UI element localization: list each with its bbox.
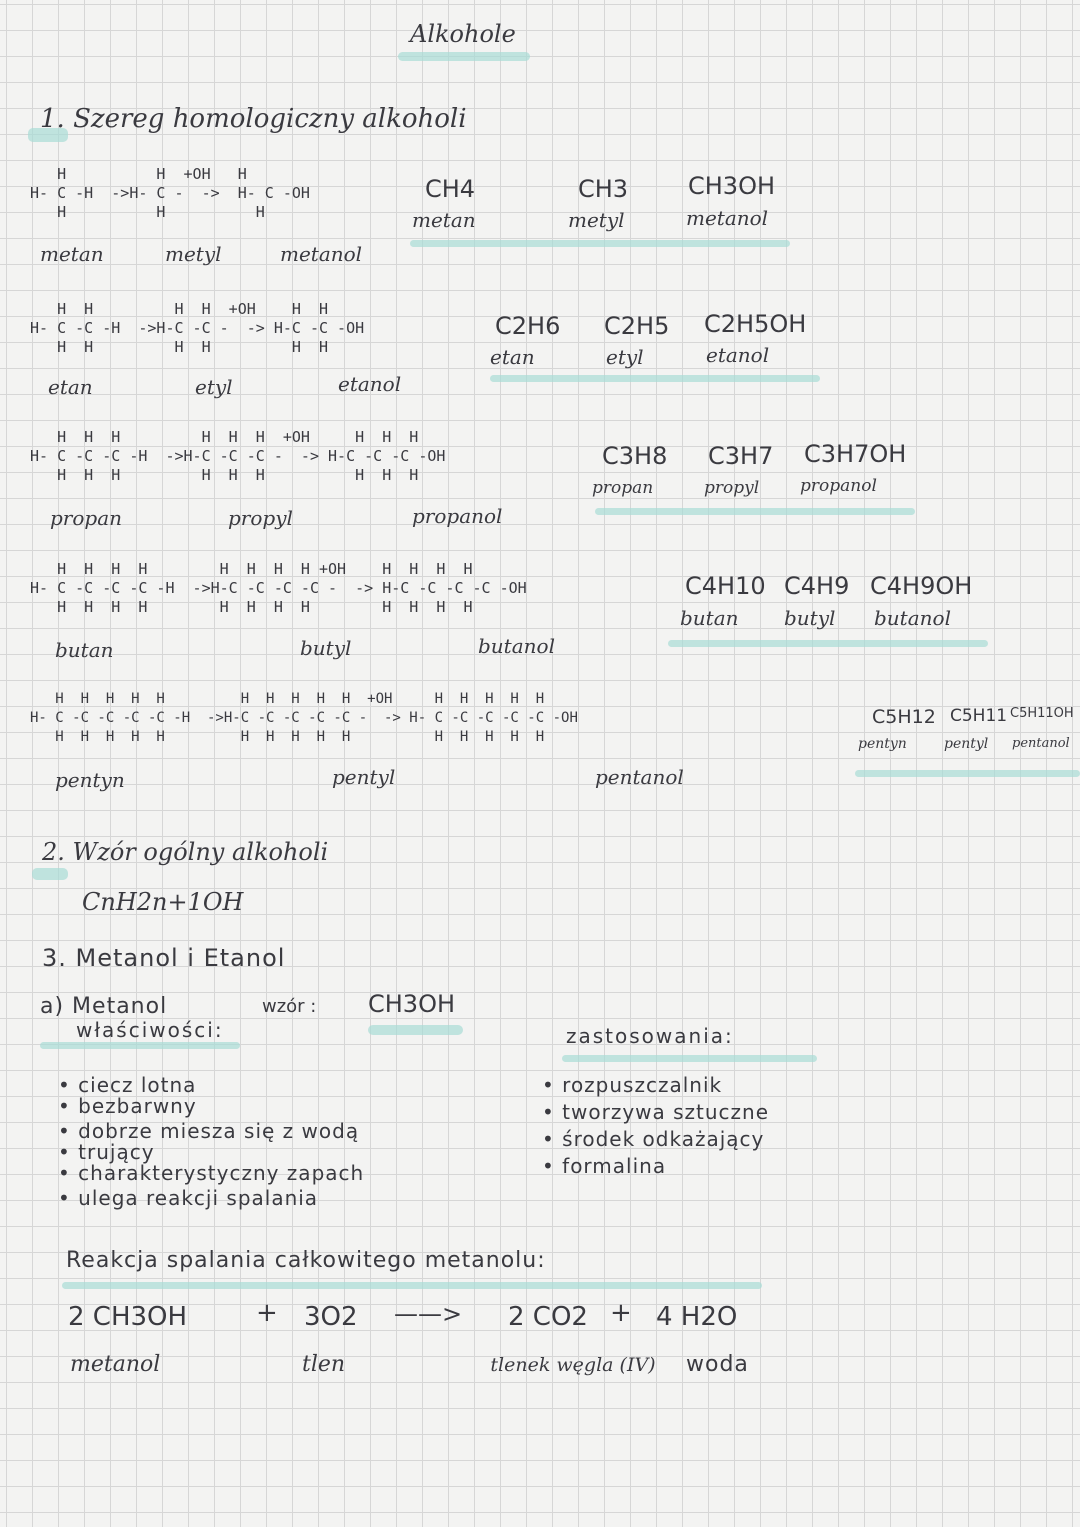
properties-list — [58, 1072, 364, 1212]
structure-row-3: H H H H H H +OH H H H H- C -C -C -H ->H-C -C -C - -> H-C -C -C -OH H H H H H H H H H — [30, 428, 446, 484]
label-etyl: etyl — [195, 375, 233, 399]
formula-name: pentanol — [1012, 736, 1070, 751]
section3-heading: 3. Metanol i Etanol — [42, 944, 286, 972]
label-pentyl: pentyl — [332, 765, 396, 789]
plus-sign: + — [610, 1298, 632, 1328]
uses-list — [542, 1072, 769, 1180]
label-co2: tlenek węgla (IV) — [490, 1354, 656, 1376]
formula-name: pentyn — [858, 736, 907, 752]
structure-row-1: H H +OH H H- C -H ->H- C - -> H- C -OH H H H — [30, 165, 310, 221]
property-text: ciecz lotna — [78, 1073, 197, 1097]
formula-c5h12: C5H12 — [872, 706, 936, 728]
formula-name: etan — [490, 345, 535, 369]
property-item: • charakterystyczny zapach — [58, 1161, 365, 1185]
reactant-methanol: 2 CH3OH — [68, 1302, 188, 1332]
use-item: • rozpuszczalnik — [542, 1073, 723, 1097]
general-formula: CnH2n+1OH — [82, 888, 244, 916]
wzor-label: wzór : — [262, 996, 317, 1017]
formula-ch4: CH4 — [425, 175, 476, 203]
formula-name: propyl — [704, 478, 760, 498]
formula-c4h9oh: C4H9OH — [870, 572, 973, 600]
property-item: • bezbarwny — [58, 1094, 197, 1118]
formula-c5h11: C5H11 — [950, 706, 1008, 726]
structure-row-5: H H H H H H H H H H +OH H H H H H H- C -C -C -C -C -H ->H-C -C -C -C -C - -> H- C -C -C -C -C -OH H H H H H H H H H H H H H H H — [30, 691, 578, 745]
formula-name: etyl — [606, 345, 644, 369]
property-item: • ulega reakcji spalania — [58, 1186, 319, 1210]
property-item: • ciecz lotna — [58, 1073, 197, 1097]
formula-name: butyl — [784, 606, 836, 630]
formula-c2h5: C2H5 — [604, 312, 670, 340]
plus-sign: + — [256, 1298, 278, 1328]
structure-row-4: H H H H H H H H +OH H H H H H- C -C -C -C -H ->H-C -C -C -C - -> H-C -C -C -C -OH H H H H H H H H H H H H — [30, 560, 527, 616]
use-text: rozpuszczalnik — [562, 1073, 723, 1097]
formula-c3h7oh: C3H7OH — [804, 440, 907, 468]
use-text: formalina — [562, 1154, 667, 1178]
metanol-formula: CH3OH — [368, 990, 456, 1018]
formula-name: etanol — [706, 343, 770, 367]
label-metyl: metyl — [165, 242, 222, 266]
property-text: bezbarwny — [78, 1094, 197, 1118]
property-text: dobrze miesza się z wodą — [78, 1119, 360, 1143]
label-pentyn: pentyn — [55, 768, 125, 792]
formula-name: butanol — [874, 606, 951, 630]
formula-c4h9: C4H9 — [784, 572, 850, 600]
property-text: ulega reakcji spalania — [78, 1186, 319, 1210]
property-text: charakterystyczny zapach — [78, 1161, 365, 1185]
label-etan: etan — [48, 375, 93, 399]
uses-heading: zastosowania: — [566, 1024, 734, 1048]
label-propanol: propanol — [412, 504, 503, 528]
formula-c3h7: C3H7 — [708, 442, 774, 470]
formula-ch3: CH3 — [578, 175, 629, 203]
formula-c5h11oh: C5H11OH — [1010, 706, 1074, 721]
properties-heading: właściwości: — [76, 1018, 224, 1042]
formula-name: metyl — [568, 208, 625, 232]
property-item: • dobrze miesza się z wodą — [58, 1119, 360, 1143]
label-pentanol: pentanol — [595, 765, 684, 789]
label-tlen: tlen — [302, 1352, 346, 1377]
use-item: • formalina — [542, 1154, 667, 1178]
label-metanol-reaction: metanol — [70, 1352, 161, 1377]
product-co2: 2 CO2 — [508, 1302, 588, 1332]
label-etanol: etanol — [338, 372, 402, 396]
formula-name: metan — [412, 208, 476, 232]
formula-c2h6: C2H6 — [495, 312, 561, 340]
formula-c3h8: C3H8 — [602, 442, 668, 470]
label-butyl: butyl — [300, 636, 352, 660]
use-text: tworzywa sztuczne — [562, 1100, 770, 1124]
formula-name: pentyl — [944, 736, 989, 752]
label-propan: propan — [50, 506, 123, 530]
label-woda: woda — [686, 1352, 749, 1377]
product-water: 4 H2O — [656, 1302, 738, 1332]
formula-name: propan — [592, 478, 654, 498]
property-text: trujący — [78, 1140, 155, 1164]
formula-c2h5oh: C2H5OH — [704, 310, 807, 338]
reaction-heading: Reakcja spalania całkowitego metanolu: — [66, 1248, 546, 1273]
section1-heading: 1. Szereg homologiczny alkoholi — [40, 104, 467, 134]
metanol-subheading: a) Metanol — [40, 994, 168, 1019]
label-propyl: propyl — [228, 506, 293, 530]
label-butan: butan — [55, 638, 114, 662]
use-item: • środek odkażający — [542, 1127, 765, 1151]
use-text: środek odkażający — [562, 1127, 765, 1151]
reaction-arrow: ——> — [394, 1300, 463, 1328]
section2-heading: 2. Wzór ogólny alkoholi — [42, 838, 329, 866]
label-butanol: butanol — [478, 634, 555, 658]
formula-ch3oh: CH3OH — [688, 172, 776, 200]
label-metan: metan — [40, 242, 104, 266]
formula-c4h10: C4H10 — [685, 572, 766, 600]
formula-name: metanol — [686, 206, 769, 230]
structure-row-2: H H H H +OH H H H- C -C -H ->H-C -C - -> H-C -C -OH H H H H H H — [30, 300, 365, 356]
label-metanol: metanol — [280, 242, 363, 266]
page-title: Alkohole — [410, 20, 516, 48]
formula-name: propanol — [800, 476, 877, 496]
formula-name: butan — [680, 606, 739, 630]
use-item: • tworzywa sztuczne — [542, 1100, 770, 1124]
reactant-oxygen: 3O2 — [304, 1302, 358, 1332]
property-item: • trujący — [58, 1140, 155, 1164]
